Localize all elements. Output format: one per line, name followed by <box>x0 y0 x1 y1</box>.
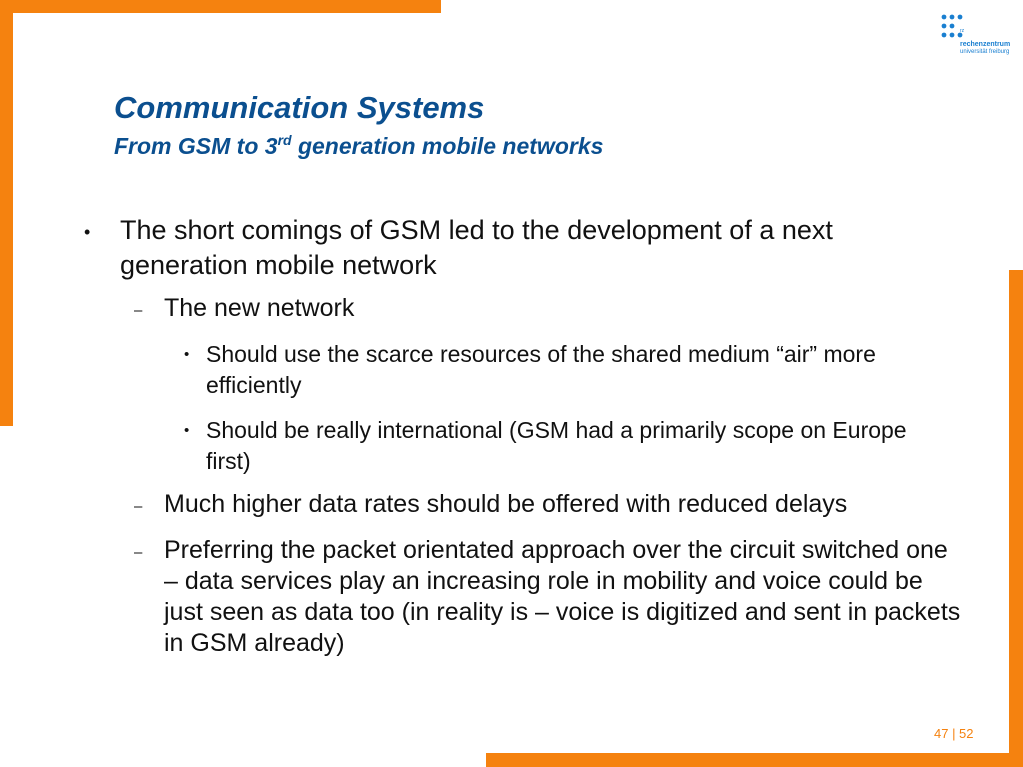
logo-name: rechenzentrum <box>960 41 1011 48</box>
slide-subtitle <box>114 133 603 160</box>
subtitle-superscript: rd <box>277 132 292 148</box>
university-logo <box>940 14 1012 66</box>
sub-bullet-item: Preferring the packet orientated approach over the circuit switched one – data services play an increasing role in mobility and voice could be just seen as data too (in reality is – voice is digitized and sent in packets in GSM already) <box>164 536 961 657</box>
slide-title: Communication Systems <box>114 90 485 125</box>
subtitle-text-start: From GSM to 3 <box>114 133 278 159</box>
dash-marker: – <box>134 302 143 319</box>
sub-sub-bullet-item: Should be really international (GSM had a primarily scope on Europe first) <box>206 417 907 474</box>
orange-frame-right <box>1009 270 1023 767</box>
subtitle-text-end: generation mobile networks <box>291 133 604 159</box>
sub-bullet-item: Much higher data rates should be offered with reduced delays <box>164 490 848 518</box>
sub-sub-bullet-item: Should use the scarce resources of the shared medium “air” more efficiently <box>206 341 876 398</box>
dash-marker: – <box>134 544 143 561</box>
logo-university: universität freiburg <box>960 49 1010 55</box>
bullet-marker: • <box>84 222 91 242</box>
bullet-item: The short comings of GSM led to the development of a next generation mobile network <box>120 215 833 280</box>
orange-frame-bottom <box>486 753 1023 767</box>
sub-bullet-item: The new network <box>164 294 355 322</box>
orange-frame-left <box>0 0 13 426</box>
sub-sub-bullet-marker: • <box>184 346 190 363</box>
page-number: 47 | 52 <box>934 726 974 741</box>
orange-frame-top <box>0 0 441 13</box>
dash-marker: – <box>134 498 143 515</box>
logo-abbrev: rz <box>960 28 965 34</box>
sub-sub-bullet-marker: • <box>184 422 190 439</box>
